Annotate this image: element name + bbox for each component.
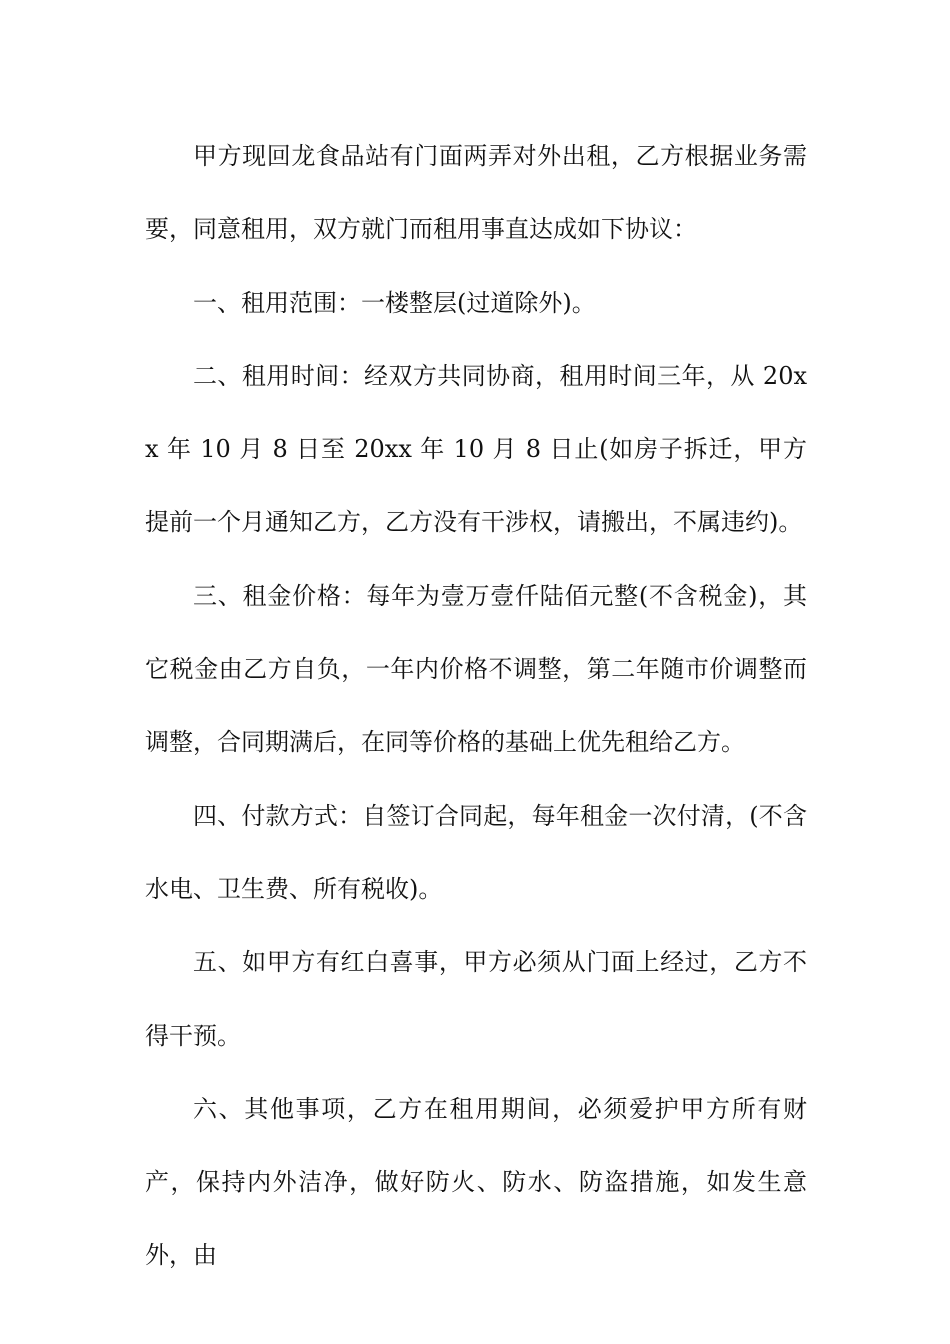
paragraph-clause-3-rent: 三、租金价格：每年为壹万壹仟陆佰元整(不含税金)，其它税金由乙方自负，一年内价格不调整，第二年随市价调整而调整，合同期满后，在同等价格的基础上优先租给乙方。 (145, 581, 807, 757)
paragraph-intro: 甲方现回龙食品站有门面两弄对外出租，乙方根据业务需要，同意租用，双方就门而租用事直达成如下协议： (145, 142, 807, 244)
document-body (145, 120, 807, 1293)
paragraph-clause-2-term: 二、租用时间：经双方共同协商，租用时间三年，从 20xx 年 10 月 8 日至 20xx 年 10 月 8 日止(如房子拆迁，甲方提前一个月通知乙方，乙方没有干涉权，请搬出，不属违约)。 (145, 361, 807, 537)
paragraph-clause-1-scope: 一、租用范围：一楼整层(过道除外)。 (193, 288, 596, 317)
paragraph-clause-4-payment: 四、付款方式：自签订合同起，每年租金一次付清，(不含水电、卫生费、所有税收)。 (145, 801, 807, 903)
paragraph-clause-5-events: 五、如甲方有红白喜事，甲方必须从门面上经过，乙方不得干预。 (145, 948, 807, 1050)
paragraph-clause-6-other: 六、其他事项，乙方在租用期间，必须爱护甲方所有财产，保持内外洁净，做好防火、防水、防盗措施，如发生意外，由 (145, 1094, 807, 1270)
